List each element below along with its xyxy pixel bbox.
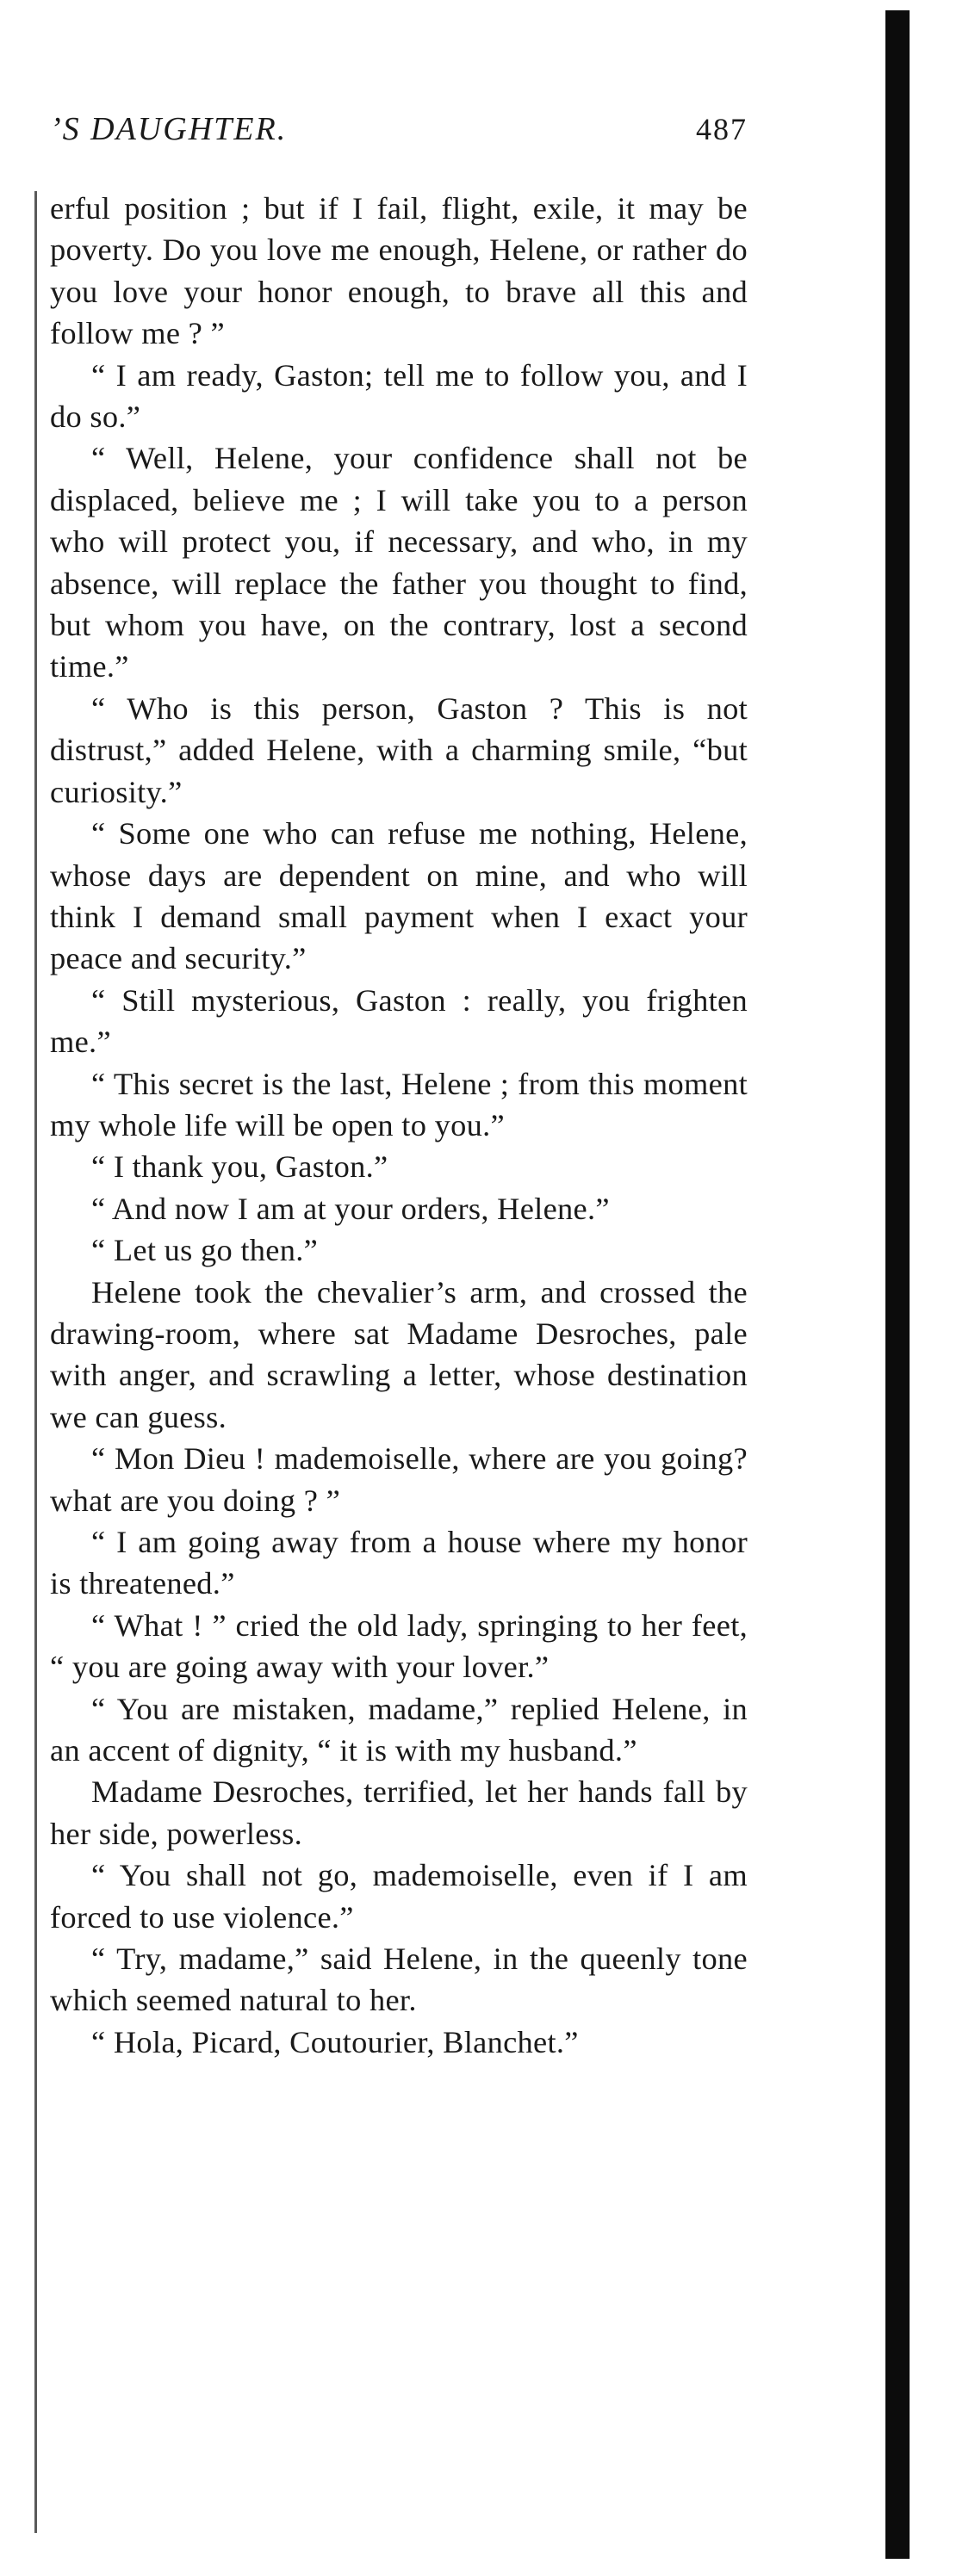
paragraph: “ What ! ” cried the old lady, springing to her feet, “ you are going away with your lover.”	[50, 1607, 748, 1685]
paragraph: “ Hola, Picard, Coutourier, Blanchet.”	[91, 2024, 579, 2059]
paragraph: “ Still mysterious, Gaston : really, you frighten me.”	[50, 982, 748, 1060]
paragraph: “ Mon Dieu ! mademoiselle, where are you going? what are you doing ? ”	[50, 1441, 748, 1518]
paragraph: Madame Desroches, terrified, let her hands fall by her side, powerless.	[50, 1774, 748, 1851]
paragraph: “ And now I am at your orders, Helene.”	[91, 1191, 610, 1226]
running-title: ’S DAUGHTER.	[50, 111, 288, 147]
paragraph: “ This secret is the last, Helene ; from this moment my whole life will be open to you.”	[50, 1066, 748, 1142]
paragraph: “ Who is this person, Gaston ? This is not distrust,” added Helene, with a charming smile, “but curiosity.”	[50, 690, 748, 809]
body-text	[50, 188, 748, 2063]
paragraph: Helene took the chevalier’s arm, and crossed the drawing-room, where sat Madame Desroches, pale with anger, and scrawling a letter, whose destination we can guess.	[50, 1274, 748, 1434]
page-number: 487	[696, 112, 748, 146]
paragraph: “ I thank you, Gaston.”	[91, 1149, 388, 1185]
paragraph: “ You are mistaken, madame,” replied Helene, in an accent of dignity, “ it is with my husband.”	[50, 1691, 748, 1768]
paragraph: “ You shall not go, mademoiselle, even if I am forced to use violence.”	[50, 1858, 748, 1935]
margin-rule	[34, 191, 37, 2533]
running-head	[50, 110, 748, 162]
paragraph: “ I am going away from a house where my honor is threatened.”	[50, 1525, 748, 1601]
paragraph: “ Try, madame,” said Helene, in the queenly tone which seemed natural to her.	[50, 1941, 748, 2018]
paragraph: “ Some one who can refuse me nothing, Helene, whose days are dependent on mine, and who will think I demand small payment when I exact your peace and security.”	[50, 816, 748, 976]
paragraph: “ I am ready, Gaston; tell me to follow you, and I do so.”	[50, 357, 748, 435]
page-edge-shadow	[885, 10, 910, 2559]
paragraph: “ Let us go then.”	[91, 1233, 319, 1268]
paragraph: “ Well, Helene, your confidence shall not be displaced, believe me ; I will take you to a person who will protect you, if necessary, and who, in my absence, will replace the father you thought to find, but whom you have, on the contrary, lost a second time.”	[50, 441, 748, 684]
paragraph: erful position ; but if I fail, flight, exile, it may be poverty. Do you love me enough, Helene, or rather do you love your honor enough, to brave all this and follow me ? ”	[50, 191, 748, 351]
